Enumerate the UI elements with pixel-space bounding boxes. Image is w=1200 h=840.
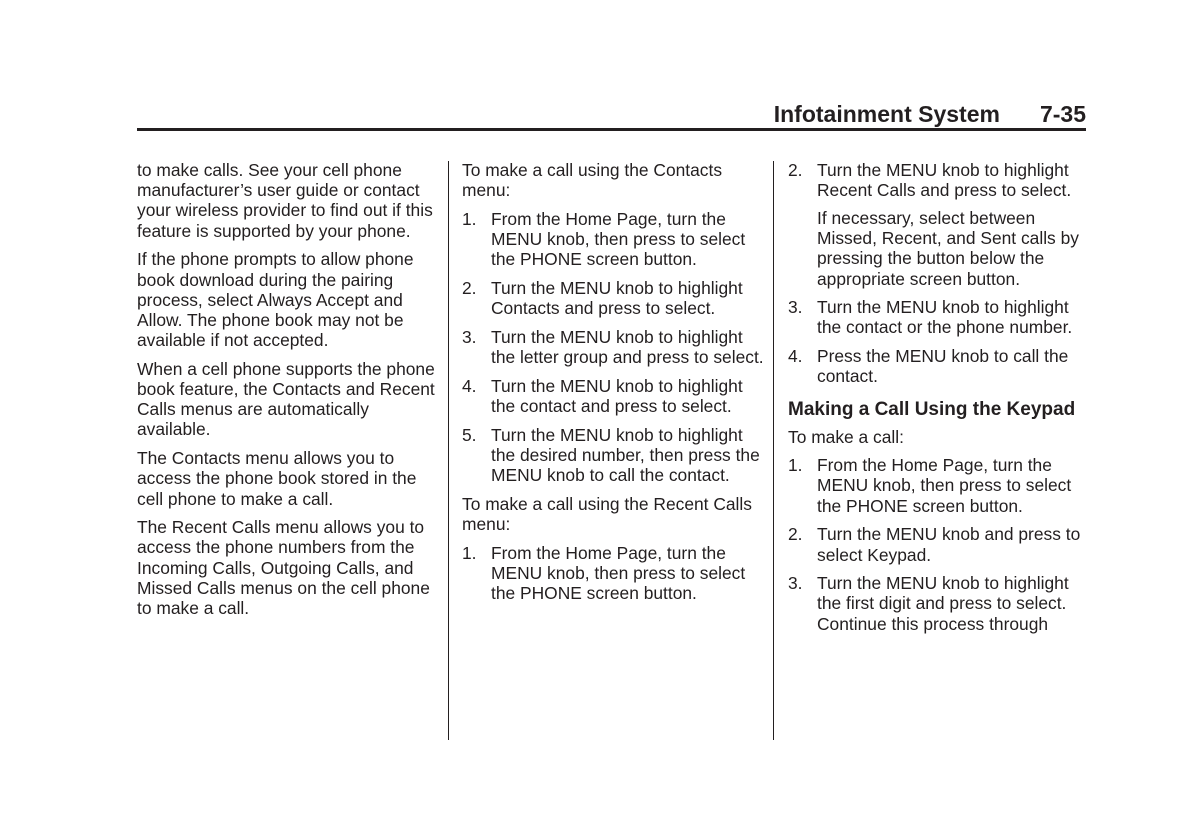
procedure-intro: To make a call using the Contacts menu: — [462, 160, 723, 201]
list-item — [788, 297, 1090, 337]
step-text: Turn the MENU knob to highlight the desired number, then press the MENU knob to call the contact. — [491, 424, 760, 486]
page-header — [137, 100, 1086, 130]
list-item — [788, 573, 1090, 634]
section-title: Infotainment System — [773, 101, 1000, 127]
step-number: 4. — [462, 375, 477, 396]
paragraph: When a cell phone supports the phone book feature, the Contacts and Recent Calls menus are automatically available. — [137, 358, 435, 440]
procedure-intro: To make a call: — [788, 426, 904, 447]
paragraph: The Recent Calls menu allows you to access the phone numbers from the Incoming Calls, Outgoing Calls, and Missed Calls menus on the cell phone to make a call. — [137, 517, 430, 619]
step-text: Turn the MENU knob to highlight the contact and press to select. — [491, 375, 743, 417]
step-number: 2. — [462, 278, 477, 299]
list-item — [462, 327, 764, 367]
list-item — [462, 425, 764, 486]
step-number: 3. — [788, 297, 803, 318]
step-text: Turn the MENU knob and press to select Keypad. — [817, 524, 1081, 565]
list-item — [462, 543, 764, 604]
step-number: 5. — [462, 424, 477, 445]
page-number: 7-35 — [1039, 101, 1086, 127]
step-text: From the Home Page, turn the MENU knob, then press to select the PHONE screen button. — [491, 542, 746, 604]
step-number: 2. — [788, 160, 803, 180]
running-head — [774, 100, 1086, 128]
list-item — [788, 160, 1090, 200]
section-heading: Making a Call Using the Keypad — [788, 398, 1076, 420]
list-item — [462, 209, 764, 270]
step-number: 1. — [462, 542, 477, 563]
list-item — [788, 455, 1090, 516]
list-item — [462, 278, 764, 318]
column-divider — [773, 161, 774, 740]
column-2 — [462, 160, 764, 612]
column-divider — [448, 161, 449, 740]
paragraph: to make calls. See your cell phone manufacturer’s user guide or contact your wireless provider to find out if this feature is supported by your phone. — [137, 160, 433, 241]
step-text: From the Home Page, turn the MENU knob, then press to select the PHONE screen button. — [491, 208, 746, 270]
column-1 — [137, 160, 437, 627]
paragraph: The Contacts menu allows you to access the phone book stored in the cell phone to make a call. — [137, 448, 417, 509]
step-text: Press the MENU knob to call the contact. — [817, 346, 1069, 387]
header-rule — [137, 128, 1086, 131]
step-number: 3. — [788, 573, 803, 594]
step-text: Turn the MENU knob to highlight Contacts and press to select. — [491, 278, 743, 319]
step-number: 1. — [462, 208, 477, 229]
step-text: Turn the MENU knob to highlight Recent Calls and press to select. — [817, 160, 1072, 201]
step-text: From the Home Page, turn the MENU knob, then press to select the PHONE screen button. — [817, 455, 1072, 516]
step-number: 2. — [788, 524, 803, 545]
step-text: Turn the MENU knob to highlight the contact or the phone number. — [817, 297, 1073, 338]
step-number: 3. — [462, 326, 477, 347]
list-item — [788, 346, 1090, 386]
step-note: If necessary, select between Missed, Recent, and Sent calls by pressing the button below the appropriate screen button. — [817, 207, 1079, 289]
step-text: Turn the MENU knob to highlight the letter group and press to select. — [491, 326, 764, 368]
step-number: 4. — [788, 346, 803, 367]
procedure-intro: To make a call using the Recent Calls menu: — [462, 493, 752, 535]
column-3 — [788, 160, 1090, 642]
paragraph: If the phone prompts to allow phone book download during the pairing process, select Always Accept and Allow. The phone book may not be available if not accepted. — [137, 249, 414, 351]
step-number: 1. — [788, 455, 803, 476]
step-text: Turn the MENU knob to highlight the first digit and press to select. Continue this process through — [817, 573, 1069, 634]
list-item — [462, 376, 764, 416]
list-item — [788, 524, 1090, 564]
